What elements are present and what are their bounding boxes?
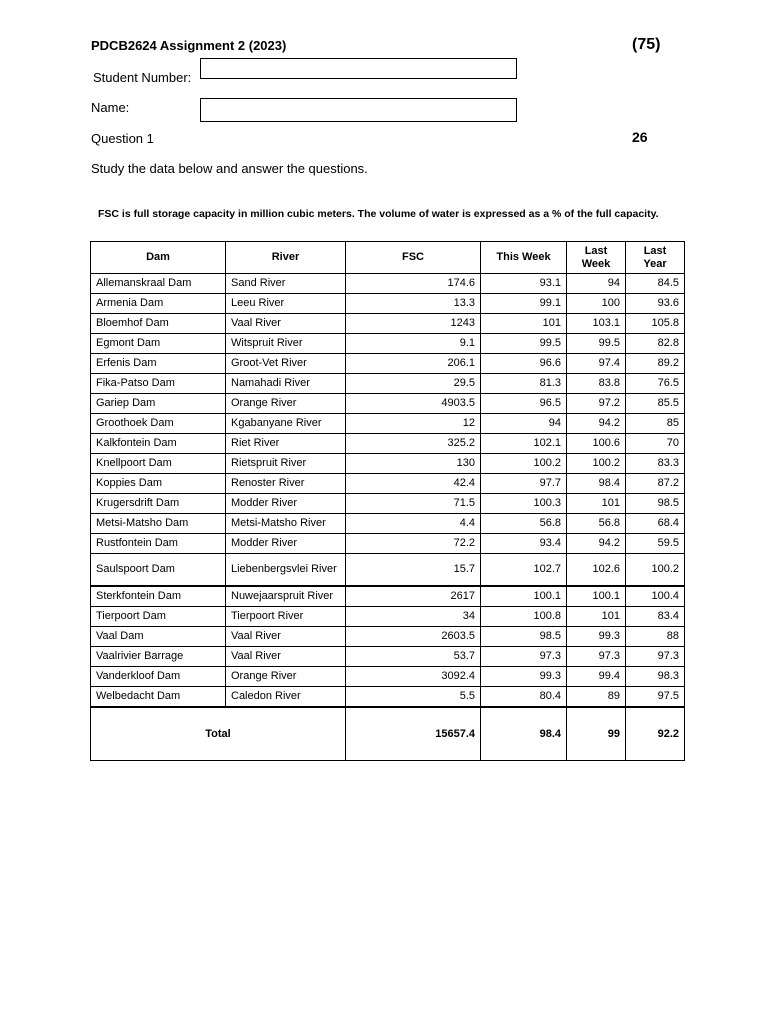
dam-name-cell: Vaal Dam <box>91 627 226 647</box>
fsc-cell: 4903.5 <box>346 394 481 414</box>
fsc-cell: 13.3 <box>346 294 481 314</box>
dam-name-cell: Allemanskraal Dam <box>91 274 226 294</box>
this-week-cell: 100.1 <box>481 586 567 607</box>
dam-name-cell: Kalkfontein Dam <box>91 434 226 454</box>
last-year-cell: 105.8 <box>626 314 685 334</box>
this-week-cell: 100.3 <box>481 494 567 514</box>
river-name-cell: Namahadi River <box>226 374 346 394</box>
fsc-cell: 29.5 <box>346 374 481 394</box>
dam-name-cell: Groothoek Dam <box>91 414 226 434</box>
this-week-cell: 97.7 <box>481 474 567 494</box>
last-week-cell: 99.4 <box>567 667 626 687</box>
table-row <box>91 374 685 394</box>
this-week-cell: 93.4 <box>481 534 567 554</box>
last-week-cell: 97.3 <box>567 647 626 667</box>
this-week-cell: 101 <box>481 314 567 334</box>
river-name-cell: Vaal River <box>226 627 346 647</box>
this-week-cell: 99.1 <box>481 294 567 314</box>
last-year-cell: 85 <box>626 414 685 434</box>
last-year-cell: 59.5 <box>626 534 685 554</box>
river-name-cell: Caledon River <box>226 687 346 708</box>
table-row <box>91 474 685 494</box>
fsc-cell: 2617 <box>346 586 481 607</box>
dam-name-cell: Rustfontein Dam <box>91 534 226 554</box>
dam-name-cell: Gariep Dam <box>91 394 226 414</box>
dam-name-cell: Metsi-Matsho Dam <box>91 514 226 534</box>
total-fsc: 15657.4 <box>346 707 481 761</box>
column-header-last-year: Last Year <box>626 242 685 274</box>
fsc-cell: 4.4 <box>346 514 481 534</box>
river-name-cell: Modder River <box>226 534 346 554</box>
column-header-last-week: Last Week <box>567 242 626 274</box>
fsc-cell: 5.5 <box>346 687 481 708</box>
fsc-cell: 130 <box>346 454 481 474</box>
total-row <box>91 707 685 761</box>
column-header-fsc: FSC <box>346 242 481 274</box>
last-year-cell: 93.6 <box>626 294 685 314</box>
fsc-cell: 71.5 <box>346 494 481 514</box>
last-week-cell: 100 <box>567 294 626 314</box>
river-name-cell: Vaal River <box>226 647 346 667</box>
column-header-dam: Dam <box>91 242 226 274</box>
fsc-cell: 12 <box>346 414 481 434</box>
this-week-cell: 99.5 <box>481 334 567 354</box>
total-last-year: 92.2 <box>626 707 685 761</box>
dam-name-cell: Vanderkloof Dam <box>91 667 226 687</box>
dam-table <box>90 241 685 761</box>
fsc-cell: 1243 <box>346 314 481 334</box>
river-name-cell: Rietspruit River <box>226 454 346 474</box>
last-week-cell: 103.1 <box>567 314 626 334</box>
table-row <box>91 354 685 374</box>
last-week-cell: 94.2 <box>567 414 626 434</box>
last-year-cell: 82.8 <box>626 334 685 354</box>
this-week-cell: 102.7 <box>481 554 567 587</box>
table-row <box>91 627 685 647</box>
river-name-cell: Nuwejaarspruit River <box>226 586 346 607</box>
river-name-cell: Sand River <box>226 274 346 294</box>
table-row <box>91 514 685 534</box>
this-week-cell: 100.8 <box>481 607 567 627</box>
this-week-cell: 56.8 <box>481 514 567 534</box>
fsc-cell: 206.1 <box>346 354 481 374</box>
dam-name-cell: Saulspoort Dam <box>91 554 226 587</box>
fsc-cell: 42.4 <box>346 474 481 494</box>
dam-name-cell: Egmont Dam <box>91 334 226 354</box>
last-year-cell: 87.2 <box>626 474 685 494</box>
table-row <box>91 667 685 687</box>
fsc-cell: 2603.5 <box>346 627 481 647</box>
last-year-cell: 83.4 <box>626 607 685 627</box>
table-row <box>91 494 685 514</box>
last-week-cell: 98.4 <box>567 474 626 494</box>
table-row <box>91 414 685 434</box>
table-header-row <box>91 242 685 274</box>
student-number-field[interactable] <box>200 58 517 79</box>
last-week-cell: 101 <box>567 607 626 627</box>
river-name-cell: Kgabanyane River <box>226 414 346 434</box>
fsc-cell: 3092.4 <box>346 667 481 687</box>
this-week-cell: 93.1 <box>481 274 567 294</box>
table-row <box>91 434 685 454</box>
fsc-cell: 9.1 <box>346 334 481 354</box>
last-week-cell: 56.8 <box>567 514 626 534</box>
this-week-cell: 80.4 <box>481 687 567 708</box>
dam-name-cell: Tierpoort Dam <box>91 607 226 627</box>
river-name-cell: Modder River <box>226 494 346 514</box>
this-week-cell: 98.5 <box>481 627 567 647</box>
last-week-cell: 100.1 <box>567 586 626 607</box>
last-week-cell: 100.2 <box>567 454 626 474</box>
table-row <box>91 334 685 354</box>
dam-name-cell: Knellpoort Dam <box>91 454 226 474</box>
table-body <box>91 274 685 708</box>
this-week-cell: 99.3 <box>481 667 567 687</box>
this-week-cell: 81.3 <box>481 374 567 394</box>
table-row <box>91 534 685 554</box>
last-year-cell: 98.5 <box>626 494 685 514</box>
last-week-cell: 89 <box>567 687 626 708</box>
dam-name-cell: Welbedacht Dam <box>91 687 226 708</box>
question-marks: 26 <box>632 129 648 145</box>
last-year-cell: 89.2 <box>626 354 685 374</box>
last-week-cell: 99.5 <box>567 334 626 354</box>
last-week-cell: 83.8 <box>567 374 626 394</box>
dam-name-cell: Sterkfontein Dam <box>91 586 226 607</box>
column-header-this-week: This Week <box>481 242 567 274</box>
name-label: Name: <box>91 100 130 115</box>
dam-name-cell: Vaalrivier Barrage <box>91 647 226 667</box>
last-year-cell: 83.3 <box>626 454 685 474</box>
last-week-cell: 94.2 <box>567 534 626 554</box>
last-year-cell: 88 <box>626 627 685 647</box>
fsc-cell: 325.2 <box>346 434 481 454</box>
last-week-cell: 97.2 <box>567 394 626 414</box>
river-name-cell: Orange River <box>226 394 346 414</box>
river-name-cell: Liebenbergsvlei River <box>226 554 346 587</box>
last-year-cell: 70 <box>626 434 685 454</box>
table-row <box>91 454 685 474</box>
this-week-cell: 102.1 <box>481 434 567 454</box>
last-year-cell: 84.5 <box>626 274 685 294</box>
river-name-cell: Groot-Vet River <box>226 354 346 374</box>
question-instruction: Study the data below and answer the questions. <box>91 161 368 176</box>
river-name-cell: Renoster River <box>226 474 346 494</box>
fsc-cell: 174.6 <box>346 274 481 294</box>
last-week-cell: 102.6 <box>567 554 626 587</box>
last-year-cell: 76.5 <box>626 374 685 394</box>
dam-name-cell: Koppies Dam <box>91 474 226 494</box>
dam-name-cell: Bloemhof Dam <box>91 314 226 334</box>
last-year-cell: 98.3 <box>626 667 685 687</box>
total-marks: (75) <box>632 36 661 53</box>
this-week-cell: 100.2 <box>481 454 567 474</box>
river-name-cell: Tierpoort River <box>226 607 346 627</box>
student-number-label: Student Number: <box>93 70 192 85</box>
total-last-week: 99 <box>567 707 626 761</box>
river-name-cell: Witspruit River <box>226 334 346 354</box>
dam-name-cell: Fika-Patso Dam <box>91 374 226 394</box>
column-header-river: River <box>226 242 346 274</box>
this-week-cell: 96.6 <box>481 354 567 374</box>
table-row <box>91 687 685 708</box>
table-row <box>91 586 685 607</box>
dam-name-cell: Krugersdrift Dam <box>91 494 226 514</box>
last-year-cell: 97.3 <box>626 647 685 667</box>
river-name-cell: Metsi-Matsho River <box>226 514 346 534</box>
last-week-cell: 100.6 <box>567 434 626 454</box>
table-row <box>91 294 685 314</box>
river-name-cell: Riet River <box>226 434 346 454</box>
fsc-cell: 15.7 <box>346 554 481 587</box>
question-label: Question 1 <box>91 131 154 146</box>
name-field[interactable] <box>200 98 517 122</box>
dam-name-cell: Armenia Dam <box>91 294 226 314</box>
last-week-cell: 97.4 <box>567 354 626 374</box>
this-week-cell: 96.5 <box>481 394 567 414</box>
last-year-cell: 68.4 <box>626 514 685 534</box>
river-name-cell: Orange River <box>226 667 346 687</box>
fsc-cell: 34 <box>346 607 481 627</box>
river-name-cell: Vaal River <box>226 314 346 334</box>
table-row <box>91 607 685 627</box>
table-row <box>91 394 685 414</box>
table-row <box>91 314 685 334</box>
dam-name-cell: Erfenis Dam <box>91 354 226 374</box>
document-title: PDCB2624 Assignment 2 (2023) <box>91 38 287 53</box>
last-year-cell: 100.2 <box>626 554 685 587</box>
last-week-cell: 99.3 <box>567 627 626 647</box>
river-name-cell: Leeu River <box>226 294 346 314</box>
last-week-cell: 101 <box>567 494 626 514</box>
last-year-cell: 100.4 <box>626 586 685 607</box>
fsc-cell: 72.2 <box>346 534 481 554</box>
fsc-note: FSC is full storage capacity in million cubic meters. The volume of water is expressed as a % of the full capacity. <box>98 208 659 220</box>
last-week-cell: 94 <box>567 274 626 294</box>
table-row <box>91 554 685 587</box>
total-label: Total <box>91 707 346 761</box>
this-week-cell: 97.3 <box>481 647 567 667</box>
this-week-cell: 94 <box>481 414 567 434</box>
fsc-cell: 53.7 <box>346 647 481 667</box>
table-row <box>91 647 685 667</box>
table-row <box>91 274 685 294</box>
last-year-cell: 97.5 <box>626 687 685 708</box>
total-this-week: 98.4 <box>481 707 567 761</box>
last-year-cell: 85.5 <box>626 394 685 414</box>
